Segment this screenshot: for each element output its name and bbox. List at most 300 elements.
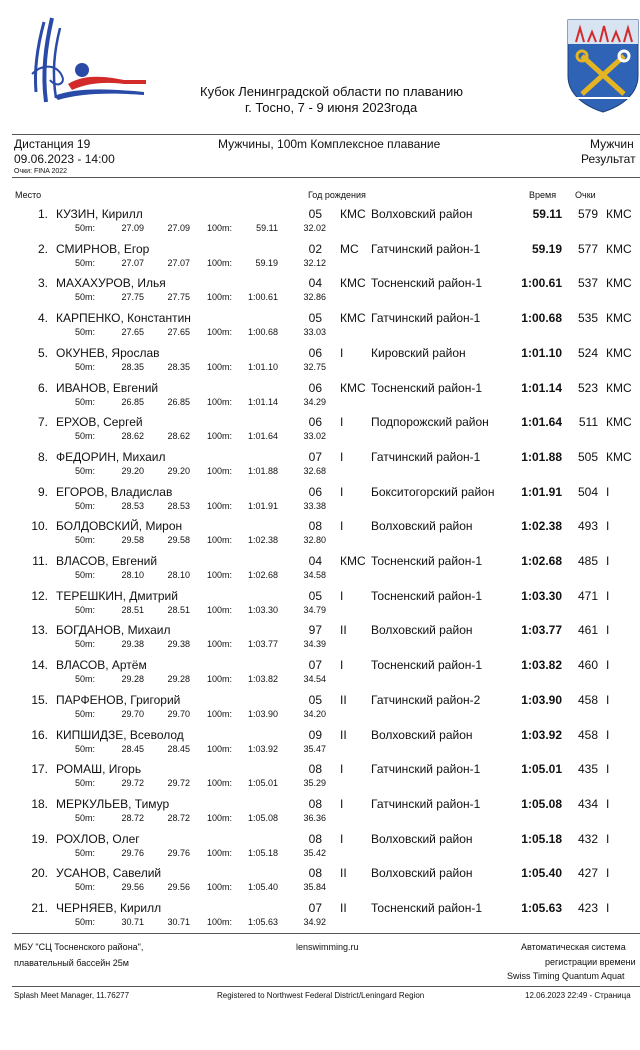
category: I [340, 449, 344, 464]
split-100-difference: 35.84 [303, 882, 326, 893]
leningrad-oblast-crest [566, 14, 640, 114]
athlete-name: МАХАХУРОВ, Илья [56, 276, 166, 291]
split-100-time: 1:03.77 [247, 639, 278, 650]
split-50-cumulative: 29.70 [167, 708, 190, 719]
achieved-rank: КМС [606, 241, 632, 256]
split-100-label: 100m: [207, 812, 233, 823]
split-100-time: 59.19 [255, 257, 278, 268]
split-50-time: 29.20 [121, 465, 144, 476]
split-100-difference: 33.03 [303, 327, 326, 338]
achieved-rank: I [606, 588, 610, 603]
final-time: 1:01.64 [521, 415, 562, 430]
column-header-place: Место [15, 190, 42, 200]
split-50-label: 50m: [75, 674, 96, 685]
timing-system-line1: Автоматическая система [521, 942, 626, 952]
split-100-difference: 32.12 [303, 257, 326, 268]
split-100-label: 100m: [207, 257, 233, 268]
split-50-cumulative: 27.65 [167, 327, 190, 338]
birth-year: 06 [308, 415, 322, 430]
split-100-difference: 34.58 [303, 570, 326, 580]
athlete-name: БОГДАНОВ, Михаил [56, 623, 171, 638]
athlete-name: ПАРФЕНОВ, Григорий [56, 692, 181, 707]
athlete-name: ЕГОРОВ, Владислав [56, 484, 173, 499]
category: II [340, 727, 347, 742]
split-50-time: 29.70 [121, 708, 144, 719]
split-100-time: 1:01.88 [247, 465, 278, 476]
place: 3. [37, 276, 48, 291]
club-name: Волховский район [371, 207, 473, 221]
achieved-rank: I [606, 623, 610, 638]
place: 6. [37, 380, 48, 395]
split-50-label: 50m: [75, 639, 96, 650]
split-50-cumulative: 28.53 [167, 500, 190, 511]
achieved-rank: КМС [606, 311, 632, 326]
place: 9. [37, 484, 48, 499]
table-row [0, 656, 640, 690]
category: I [340, 415, 344, 430]
event-name: Мужчины, 100m Комплексное плавание [218, 137, 441, 151]
place: 15. [31, 692, 48, 707]
category: I [340, 588, 344, 603]
place: 17. [31, 762, 48, 777]
club-name: Гатчинский район-1 [371, 796, 481, 811]
athlete-name: КИПШИДЗЕ, Всеволод [56, 727, 184, 742]
split-50-cumulative: 27.07 [167, 257, 190, 268]
category: I [340, 658, 344, 673]
achieved-rank: КМС [606, 380, 632, 395]
birth-year: 05 [308, 311, 322, 326]
athlete-name: ТЕРЕШКИН, Дмитрий [56, 588, 178, 603]
split-100-time: 1:01.91 [247, 500, 278, 511]
achieved-rank: I [606, 901, 610, 915]
split-100-time: 1:05.40 [247, 882, 278, 893]
fina-points: 577 [577, 241, 598, 256]
club-name: Тосненский район-1 [371, 380, 483, 395]
split-100-difference: 32.02 [303, 223, 326, 233]
split-100-label: 100m: [207, 917, 233, 927]
fina-points: 432 [577, 831, 598, 846]
final-time: 1:05.08 [521, 796, 562, 811]
achieved-rank: I [606, 484, 610, 499]
place: 5. [37, 345, 48, 360]
points-note: Очки: FINA 2022 [14, 168, 68, 175]
birth-year: 97 [308, 623, 322, 638]
split-100-label: 100m: [207, 500, 233, 511]
split-100-difference: 34.54 [303, 674, 326, 685]
fina-points: 537 [577, 276, 598, 291]
birth-year: 09 [308, 727, 322, 742]
table-row [0, 587, 640, 621]
club-name: Тосненский район-1 [371, 588, 483, 603]
place: 16. [31, 727, 48, 742]
fina-points: 427 [577, 866, 598, 881]
split-50-time: 27.07 [121, 257, 144, 268]
split-100-label: 100m: [207, 778, 233, 789]
category: МС [340, 241, 359, 256]
fina-points: 505 [577, 449, 598, 464]
split-50-label: 50m: [75, 743, 96, 754]
split-50-cumulative: 29.76 [167, 847, 190, 858]
club-name: Волховский район [371, 519, 473, 534]
split-100-difference: 33.02 [303, 431, 326, 442]
category: I [340, 796, 344, 811]
final-time: 1:00.68 [521, 311, 562, 326]
place: 7. [37, 415, 48, 430]
athlete-name: МЕРКУЛЬЕВ, Тимур [56, 796, 170, 811]
split-50-time: 29.38 [121, 639, 144, 650]
place: 10. [31, 519, 48, 534]
split-50-label: 50m: [75, 812, 96, 823]
place: 14. [31, 658, 48, 673]
category: КМС [340, 207, 366, 221]
birth-year: 07 [308, 449, 322, 464]
split-50-time: 29.58 [121, 535, 144, 546]
birth-year: 08 [308, 831, 322, 846]
athlete-name: СМИРНОВ, Егор [56, 241, 150, 256]
split-100-difference: 32.68 [303, 465, 326, 476]
category: II [340, 901, 347, 915]
split-100-time: 1:05.63 [247, 917, 278, 927]
split-100-time: 1:01.64 [247, 431, 278, 442]
achieved-rank: КМС [606, 276, 632, 291]
fina-points: 524 [577, 345, 598, 360]
split-50-cumulative: 28.62 [167, 431, 190, 442]
footer-bottom-divider [12, 986, 640, 987]
split-50-cumulative: 29.20 [167, 465, 190, 476]
club-name: Гатчинский район-1 [371, 762, 481, 777]
split-100-difference: 34.20 [303, 708, 326, 719]
club-name: Волховский район [371, 831, 473, 846]
timing-system-line2: регистрации времени [545, 957, 636, 967]
final-time: 1:03.77 [521, 623, 562, 638]
split-100-label: 100m: [207, 361, 233, 372]
birth-year: 05 [308, 207, 322, 221]
split-100-label: 100m: [207, 292, 233, 303]
category: I [340, 484, 344, 499]
final-time: 1:05.18 [521, 831, 562, 846]
table-row [0, 795, 640, 829]
split-50-cumulative: 28.72 [167, 812, 190, 823]
competition-location-dates: г. Тосно, 7 - 9 июня 2023года [245, 100, 418, 115]
table-row [0, 448, 640, 482]
fina-points: 535 [577, 311, 598, 326]
split-50-cumulative: 26.85 [167, 396, 190, 407]
split-100-time: 1:00.68 [247, 327, 278, 338]
split-100-label: 100m: [207, 535, 233, 546]
final-time: 1:03.82 [521, 658, 562, 673]
table-row [0, 274, 640, 308]
table-row [0, 621, 640, 655]
category: I [340, 831, 344, 846]
achieved-rank: КМС [606, 415, 632, 430]
split-50-label: 50m: [75, 847, 96, 858]
athlete-name: ЕРХОВ, Сергей [56, 415, 143, 430]
split-50-cumulative: 29.58 [167, 535, 190, 546]
split-100-time: 1:01.14 [247, 396, 278, 407]
fina-points: 434 [577, 796, 598, 811]
birth-year: 04 [308, 554, 322, 568]
fina-points: 423 [577, 901, 598, 915]
category: КМС [340, 380, 366, 395]
split-50-time: 28.53 [121, 500, 144, 511]
split-100-difference: 34.29 [303, 396, 326, 407]
achieved-rank: I [606, 762, 610, 777]
table-row [0, 899, 640, 933]
split-50-time: 29.56 [121, 882, 144, 893]
athlete-name: РОМАШ, Игорь [56, 762, 142, 777]
fina-points: 435 [577, 762, 598, 777]
final-time: 1:05.63 [521, 901, 562, 915]
athlete-name: КУЗИН, Кирилл [56, 207, 143, 221]
split-50-label: 50m: [75, 257, 96, 268]
split-50-label: 50m: [75, 917, 96, 927]
place: 11. [32, 554, 48, 568]
table-row [0, 726, 640, 760]
split-50-label: 50m: [75, 570, 96, 580]
subheader-divider [12, 177, 640, 178]
split-100-time: 1:03.90 [247, 708, 278, 719]
final-time: 1:01.14 [521, 380, 562, 395]
birth-year: 06 [308, 484, 322, 499]
split-50-label: 50m: [75, 778, 96, 789]
split-50-cumulative: 29.38 [167, 639, 190, 650]
split-50-time: 27.75 [121, 292, 144, 303]
organizer-line2: плавательный бассейн 25м [14, 958, 129, 968]
split-100-time: 1:02.38 [247, 535, 278, 546]
table-row [0, 413, 640, 447]
split-100-label: 100m: [207, 431, 233, 442]
header-divider [12, 134, 640, 135]
fina-points: 458 [577, 727, 598, 742]
fina-points: 511 [578, 415, 598, 430]
split-50-time: 28.72 [121, 812, 144, 823]
split-50-time: 29.72 [121, 778, 144, 789]
table-row [0, 309, 640, 343]
split-50-cumulative: 29.56 [167, 882, 190, 893]
split-50-label: 50m: [75, 431, 96, 442]
athlete-name: УСАНОВ, Савелий [56, 866, 162, 881]
header-right-top: Мужчин [590, 137, 634, 151]
swimming-federation-logo [24, 14, 154, 114]
category: КМС [340, 276, 366, 291]
split-50-cumulative: 27.75 [167, 292, 190, 303]
final-time: 1:00.61 [521, 276, 562, 291]
club-name: Подпорожский район [371, 415, 489, 430]
column-header-points: Очки [575, 190, 596, 200]
table-row [0, 864, 640, 898]
split-100-label: 100m: [207, 223, 233, 233]
website-link[interactable]: lenswimming.ru [296, 942, 359, 952]
place: 18. [31, 796, 48, 811]
category: II [340, 866, 347, 881]
split-50-label: 50m: [75, 465, 96, 476]
split-100-label: 100m: [207, 639, 233, 650]
birth-year: 07 [308, 658, 322, 673]
split-50-cumulative: 28.45 [167, 743, 190, 754]
birth-year: 08 [308, 519, 322, 534]
club-name: Волховский район [371, 623, 473, 638]
achieved-rank: I [606, 554, 610, 568]
birth-year: 06 [308, 345, 322, 360]
split-100-time: 59.11 [256, 223, 278, 233]
split-100-time: 1:05.01 [247, 778, 278, 789]
final-time: 1:01.88 [521, 449, 562, 464]
split-50-time: 28.35 [121, 361, 144, 372]
place: 1. [37, 207, 48, 221]
split-50-time: 27.65 [121, 327, 144, 338]
split-50-time: 28.51 [121, 604, 144, 615]
category: I [340, 345, 344, 360]
final-time: 1:03.90 [521, 692, 562, 707]
split-50-cumulative: 28.51 [167, 604, 190, 615]
split-50-label: 50m: [75, 882, 96, 893]
print-timestamp: 12.06.2023 22:49 - Страница [525, 991, 631, 1000]
split-100-difference: 35.29 [303, 778, 326, 789]
achieved-rank: I [606, 727, 610, 742]
place: 2. [37, 241, 48, 256]
category: II [340, 623, 347, 638]
split-100-difference: 34.79 [303, 604, 326, 615]
split-100-label: 100m: [207, 674, 233, 685]
table-row [0, 240, 640, 274]
split-100-time: 1:02.68 [247, 570, 278, 580]
split-50-time: 28.10 [121, 570, 144, 580]
split-100-difference: 36.36 [303, 812, 326, 823]
achieved-rank: КМС [606, 345, 632, 360]
table-row [0, 205, 640, 239]
club-name: Тосненский район-1 [371, 554, 483, 568]
club-name: Тосненский район-1 [371, 658, 483, 673]
achieved-rank: КМС [606, 449, 632, 464]
split-50-cumulative: 29.72 [167, 778, 190, 789]
club-name: Бокситогорский район [371, 484, 495, 499]
split-100-label: 100m: [207, 882, 233, 893]
split-50-label: 50m: [75, 500, 96, 511]
split-50-time: 26.85 [121, 396, 144, 407]
table-row [0, 760, 640, 794]
birth-year: 05 [308, 588, 322, 603]
final-time: 1:02.38 [521, 519, 562, 534]
competition-title: Кубок Ленинградской области по плаванию [200, 84, 463, 99]
athlete-name: ИВАНОВ, Евгений [56, 380, 159, 395]
header-right-bottom: Результат [581, 152, 636, 166]
split-50-time: 28.45 [121, 743, 144, 754]
place: 20. [31, 866, 48, 881]
club-name: Тосненский район-1 [371, 276, 483, 291]
place: 19. [31, 831, 48, 846]
birth-year: 04 [308, 276, 322, 291]
final-time: 1:02.68 [521, 554, 562, 568]
split-100-time: 1:03.82 [247, 674, 278, 685]
birth-year: 07 [308, 901, 322, 915]
place: 4. [37, 311, 48, 326]
split-50-time: 29.76 [121, 847, 144, 858]
split-50-label: 50m: [75, 396, 96, 407]
split-100-time: 1:00.61 [247, 292, 278, 303]
table-row [0, 552, 640, 586]
split-100-time: 1:03.30 [247, 604, 278, 615]
event-number: Дистанция 19 [14, 137, 91, 151]
split-50-label: 50m: [75, 361, 96, 372]
birth-year: 02 [308, 241, 322, 256]
footer-divider [12, 933, 640, 934]
software-version: Splash Meet Manager, 11.76277 [14, 991, 130, 1000]
split-100-time: 1:03.92 [247, 743, 278, 754]
split-50-label: 50m: [75, 292, 96, 303]
athlete-name: ФЕДОРИН, Михаил [56, 449, 166, 464]
table-row [0, 691, 640, 725]
split-100-label: 100m: [207, 327, 233, 338]
split-50-time: 29.28 [121, 674, 144, 685]
birth-year: 08 [308, 866, 322, 881]
split-100-label: 100m: [207, 708, 233, 719]
birth-year: 08 [308, 762, 322, 777]
fina-points: 523 [577, 380, 598, 395]
club-name: Гатчинский район-2 [371, 692, 481, 707]
split-100-difference: 34.39 [303, 639, 326, 650]
fina-points: 460 [577, 658, 598, 673]
final-time: 1:03.30 [521, 588, 562, 603]
table-row [0, 483, 640, 517]
split-100-label: 100m: [207, 570, 233, 580]
athlete-name: БОЛДОВСКИЙ, Мирон [56, 519, 183, 534]
club-name: Волховский район [371, 727, 473, 742]
split-100-difference: 32.86 [303, 292, 326, 303]
split-100-time: 1:01.10 [247, 361, 278, 372]
achieved-rank: I [606, 831, 610, 846]
split-100-difference: 35.47 [303, 743, 326, 754]
achieved-rank: I [606, 866, 610, 881]
table-row [0, 517, 640, 551]
split-100-difference: 35.42 [303, 847, 326, 858]
split-50-cumulative: 27.09 [167, 223, 190, 233]
split-100-difference: 32.75 [303, 361, 326, 372]
final-time: 1:05.40 [521, 866, 562, 881]
athlete-name: ОКУНЕВ, Ярослав [56, 345, 160, 360]
split-50-time: 28.62 [121, 431, 144, 442]
birth-year: 06 [308, 380, 322, 395]
split-100-time: 1:05.08 [247, 812, 278, 823]
fina-points: 458 [577, 692, 598, 707]
fina-points: 493 [577, 519, 598, 534]
split-100-label: 100m: [207, 847, 233, 858]
organizer-line1: МБУ "СЦ Тосненского района", [14, 942, 144, 952]
achieved-rank: I [606, 658, 610, 673]
split-100-label: 100m: [207, 604, 233, 615]
athlete-name: ВЛАСОВ, Артём [56, 658, 147, 673]
final-time: 59.19 [531, 241, 562, 256]
final-time: 1:01.10 [521, 345, 562, 360]
final-time: 1:01.91 [521, 484, 562, 499]
place: 21. [31, 901, 48, 915]
achieved-rank: КМС [606, 207, 632, 221]
split-50-cumulative: 30.71 [167, 917, 190, 927]
column-header-yob: Год рождения [308, 190, 366, 200]
place: 12. [31, 588, 48, 603]
column-header-time: Время [529, 190, 557, 200]
club-name: Волховский район [371, 866, 473, 881]
club-name: Кировский район [371, 345, 466, 360]
birth-year: 08 [308, 796, 322, 811]
athlete-name: РОХЛОВ, Олег [56, 831, 140, 846]
category: КМС [340, 554, 366, 568]
category: I [340, 519, 344, 534]
achieved-rank: I [606, 692, 610, 707]
table-row [0, 830, 640, 864]
final-time: 1:05.01 [521, 762, 562, 777]
final-time: 59.11 [532, 207, 562, 221]
place: 13. [31, 623, 48, 638]
